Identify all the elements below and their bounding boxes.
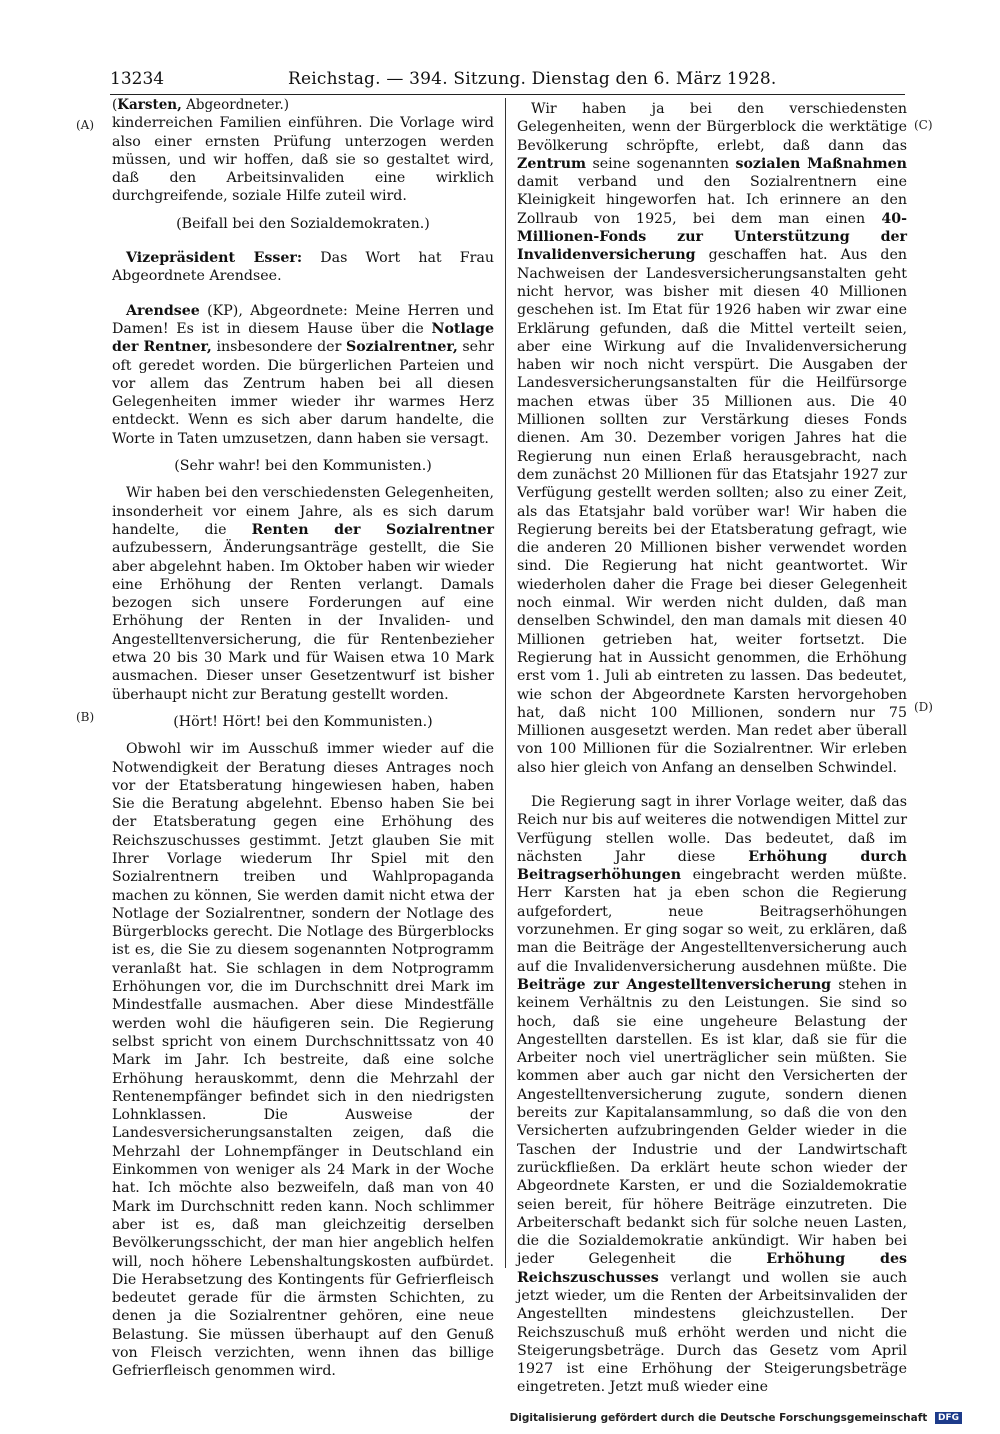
paragraph xyxy=(112,302,494,448)
speaker-note: (Karsten, Abgeordneter.) xyxy=(112,97,289,113)
paragraph: Obwohl wir im Ausschuß immer wieder auf die Notwendigkeit der Beratung dieses Antrages noch vor der Etatsberatung hingewiesen haben, haben Sie die Beratung abgelehnt. Ebenso haben Sie bei der Etatsberatung gegen eine Erhöhung des Reichszuschusses gestimmt. Jetzt glauben Sie mit Ihrer Vorlage wiederum Ihr Spiel mit den Sozialrentnern treiben und Wahlpropaganda machen zu können, Sie werden damit nicht etwa der Notlage der Sozialrentner, sondern der Notlage des Bürgerblocks gerecht. Die Notlage des Bürgerblocks ist es, die Sie zu diesem sogenannten Notprogramm veranlaßt hat. Sie schlagen in dem Notprogramm Erhöhungen vor, die im Durchschnitt drei Mark im Mindestfalle ausmachen. Aber diese Mindestfälle werden wohl die häufigeren sein. Die Regierung selbst spricht von einem Durchschnittssatz von 40 Mark im Jahr. Ich bestreite, daß eine solche Erhöhung herauskommt, denn die Mehrzahl der Rentenempfänger befindet sich in den niedrigsten Lohnklassen. Die Ausweise der Landesversicherungsanstalten zeigen, daß die Mehrzahl der Lohnempfänger in Deutschland ein Einkommen von weniger als 24 Mark in der Woche hat. Ich möchte also bezweifeln, daß man von 40 Mark im Durchschnitt reden kann. Noch schlimmer aber ist es, daß man gleichzeitig derselben Bevölkerungsschicht, der man hier angeblich helfen will, noch höhere Lebenshaltungskosten aufbürdet. Die Herabsetzung des Kontingents für Gefrierfleisch bedeutet gerade für die ärmsten Schichten, zu denen ja die Sozialrentner gehören, eine neue Belastung. Sie müssen überhaupt auf den Genuß von Fleisch verzichten, wenn ihnen das billige Gefrierfleisch genommen wird. xyxy=(112,741,494,1380)
reaction-note: (Sehr wahr! bei den Kommunisten.) xyxy=(174,458,432,475)
paragraph-text: damit verband und den Sozialrentnern eine Kleinigkeit hingeworfen hat. Ich erinnere an den Zollraub von 1925, bei dem man einen xyxy=(517,174,907,227)
right-column xyxy=(517,100,907,1396)
paragraph-text: geschaffen hat. Aus den Nachweisen der Landesversicherungsanstalten geht nicht hervor, was bisher mit diesen 40 Millionen geschehen ist. Im Etat für 1926 haben wir zwar eine Erklärung gefunden, daß die Mittel verteilt seien, aber eine Wirkung auf die Invalidenversicherung haben wir noch nicht verspürt. Die Ausgaben der Landesversicherungsanstalten für die Heilfürsorge machen etwas über 35 Millionen aus. Die 40 Millionen sollten zur Verstärkung dieses Fonds dienen. Am 30. Dezember vorigen Jahres hat die Regierung nun einen Erlaß herausgebracht, nach dem zunächst 20 Millionen für das Etatsjahr 1927 zur Verfügung gestellt werden sollten; also zu einer Zeit, als das Etatsjahr bald vorüber war! Wir haben die Regierung bereits bei der Etatsberatung gefragt, wie die anderen 20 Millionen bisher verwendet worden sind. Die Regierung hat nicht geantwortet. Wir wiederholen daher die Frage bei dieser Gelegenheit noch einmal. Wir werden nicht dulden, daß man denselben Schwindel, den man damals mit diesen 40 Millionen getrieben hat, weiter fortsetzt. Die Regierung hat in Aussicht genommen, die Erhöhung erst vom 1. Juli ab eintreten zu lassen. Das bedeutet, wie schon der Abgeordnete Karsten hervorgehoben hat, daß nicht 100 Millionen, sondern nur 75 Millionen ausgesetzt werden. Man redet aber überall von 100 Millionen für die Sozialrentner. Wir erleben also hier gleich von Anfang an denselben Schwindel. xyxy=(517,247,907,776)
speaker-name: Vizepräsident Esser: xyxy=(126,250,303,267)
paragraph xyxy=(517,100,907,777)
footer-text: Digitalisierung gefördert durch die Deutsche Forschungsgemeinschaft xyxy=(509,1412,928,1424)
reaction-note: (Hört! Hört! bei den Kommunisten.) xyxy=(173,713,433,730)
paragraph xyxy=(112,484,494,704)
paragraph-text: eingebracht werden müßte. Herr Karsten hat ja eben schon die Regierung aufgefordert, neue Beitragserhöhungen vorzunehmen. Er ging sogar so weit, zu erklären, daß man die Beiträge der Angestelltenversicherung auch auf die Invalidenversicherung ausdehnen müßte. Die xyxy=(517,867,907,975)
margin-mark-b: (B) xyxy=(76,710,95,724)
emphasis: Beiträge zur Angestelltenversicherung xyxy=(517,976,832,993)
paragraph-text: verlangt und wollen sie auch jetzt wieder, um die Renten der Arbeitsinvaliden der Angestellten mindestens gleichzustellen. Der Reichszuschuß muß erhöht werden und nicht die Steigerungsbeträge. Durch das Gesetz vom April 1927 ist eine Erhöhung der Steigerungsbeträge eingetreten. Jetzt muß wieder eine xyxy=(517,1269,907,1396)
column-divider xyxy=(505,98,506,1268)
left-column xyxy=(112,94,494,1380)
paragraph-text: insbesondere der xyxy=(216,339,342,356)
emphasis: Notlage der Rentner, xyxy=(112,320,494,356)
page-number: 13234 xyxy=(110,69,165,89)
speaker-note-role: Abgeordneter.) xyxy=(186,97,289,113)
emphasis: sozialen Maßnahmen xyxy=(735,155,907,172)
paragraph-text: aufzubessern, Änderungsanträge gestellt, die Sie aber abgelehnt haben. Im Oktober haben wir wieder eine Erhöhung der Renten verlangt. Damals bezogen sich unsere Forderungen auf eine Erhöhung der Renten in der Invaliden- und Angestelltenversicherung, die für Rentenbezieher etwa 20 bis 30 Mark und für Waisen etwa 10 Mark ausmachen. Dieser unser Gesetzentwurf ist bisher überhaupt nicht zur Beratung gestellt worden. xyxy=(112,540,494,703)
paragraph: kinderreichen Familien einführen. Die Vorlage wird also einer ernsten Prüfung unterzogen werden müssen, und wir hoffen, daß sie so gestaltet wird, daß den Arbeitsinvaliden eine wirklich durchgreifende, soziale Hilfe zuteil wird. xyxy=(112,115,494,205)
dfg-logo-icon: DFG xyxy=(935,1412,962,1424)
emphasis: Zentrum xyxy=(517,155,587,172)
emphasis: Erhöhung durch Beitragserhöhungen xyxy=(517,848,907,884)
paragraph-text: (KP), Abgeordnete: Meine Herren und Damen! Es ist in diesem Hause über die xyxy=(112,302,494,337)
paragraph-text: seine sogenannten xyxy=(592,155,730,172)
speaker-note-name: Karsten, xyxy=(117,97,182,113)
reaction-note: (Beifall bei den Sozialdemokraten.) xyxy=(176,215,430,232)
emphasis: 40-Millionen-Fonds zur Unterstützung der Invalidenversicherung xyxy=(517,210,907,264)
margin-mark-a: (A) xyxy=(76,118,95,132)
emphasis: Renten der Sozialrentner xyxy=(251,521,494,538)
footer-credit xyxy=(510,1412,962,1424)
emphasis: Sozialrentner, xyxy=(345,339,458,356)
paragraph-text: sehr oft geredet worden. Die bürgerlichen Parteien und vor allem das Zentrum haben bei all diesen Gelegenheiten immer wieder ihr warmes Herz entdeckt. Wenn es sich aber darum handelte, die Worte in Taten umzusetzen, dann haben sie versagt. xyxy=(112,339,494,447)
speaker-name: Arendsee xyxy=(126,302,200,319)
paragraph-text: Wir haben bei den verschiedensten Gelegenheiten, insonderheit vor einem Jahre, als es sich darum handelte, die xyxy=(112,485,494,538)
running-title: Reichstag. — 394. Sitzung. Dienstag den 6. März 1928. xyxy=(288,69,777,89)
margin-mark-d: (D) xyxy=(914,700,933,714)
paragraph xyxy=(517,793,907,1397)
paragraph-text: Wir haben ja bei den verschiedensten Gelegenheiten, wenn der Bürgerblock die werktätige Bevölkerung schröpfte, erlebt, daß dann das xyxy=(517,101,907,154)
emphasis: Erhöhung des Reichszuschusses xyxy=(517,1251,907,1286)
page-header xyxy=(110,64,905,94)
paragraph-text: Die Regierung sagt in ihrer Vorlage weiter, daß das Reich nur bis auf weiteres die notwendigen Mittel zur Verfügung stellen wolle. Das bedeutet, daß im nächsten Jahr diese xyxy=(517,793,907,865)
paragraph-text: stehen in keinem Verhältnis zu den Leistungen. Sie sind so hoch, daß sie eine ungeheure Belastung der Angestellten darstellen. Es ist klar, daß sie für die Arbeiter noch viel unerträglicher sein müßten. Sie kommen aber auch gar nicht den Versicherten der Angestelltenversicherung zugute, sondern dienen bereits zur Kapitalansammlung, so daß die von den Versicherten aufzubringenden Gelder wieder in die Taschen der Industrie und der Landwirtschaft zurückfließen. Da erklärt heute schon wieder der Abgeordnete Karsten, er und die Sozialdemokratie seien bereit, für höhere Beiträge einzutreten. Die Arbeiterschaft bedankt sich für solche neuen Lasten, die die Sozialdemokratie ankündigt. Wir haben bei jeder Gelegenheit die xyxy=(517,976,907,1268)
paragraph xyxy=(112,249,494,286)
paragraph-text: Das Wort hat Frau Abgeordnete Arendsee. xyxy=(112,250,494,285)
margin-mark-c: (C) xyxy=(914,118,933,132)
